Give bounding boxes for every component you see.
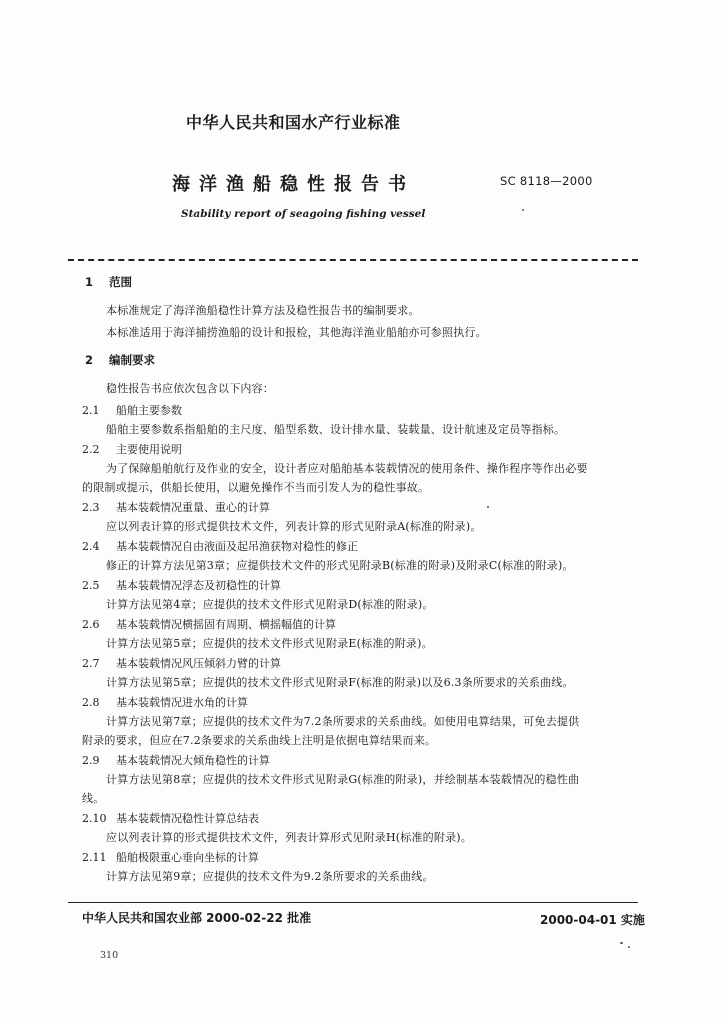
subsection-number: 2.6 — [82, 618, 100, 631]
approval-line: 中华人民共和国农业部 2000-02-22 批准 — [82, 911, 312, 925]
paragraph: 应以列表计算的形式提供技术文件，列表计算形式见附录H(标准的附录)。 — [106, 831, 472, 844]
document-title-chinese: 海洋渔船稳性报告书 — [172, 174, 415, 195]
subsection-heading — [82, 655, 281, 671]
subsection-heading — [82, 402, 182, 418]
paragraph: 本标准规定了海洋渔船稳性计算方法及稳性报告书的编制要求。 — [106, 304, 420, 317]
subsection-heading — [82, 538, 358, 554]
subsection-title: 船舶主要参数 — [116, 404, 182, 417]
paragraph: 计算方法见第4章；应提供的技术文件形式见附录D(标准的附录)。 — [106, 598, 434, 611]
subsection-title: 基本装载情况浮态及初稳性的计算 — [116, 579, 281, 592]
subsection-number: 2.1 — [82, 404, 100, 417]
subsection-title: 基本装载情况风压倾斜力臂的计算 — [116, 657, 281, 670]
paragraph: 计算方法见第9章；应提供的技术文件为9.2条所要求的关系曲线。 — [106, 870, 434, 883]
standard-code: SC 8118—2000 — [500, 174, 593, 188]
paragraph: 的限制或提示，供船长使用，以避免操作不当而引发人为的稳性事故。 — [82, 481, 430, 494]
subsection-number: 2.9 — [82, 754, 100, 767]
paragraph: 计算方法见第7章；应提供的技术文件为7.2条所要求的关系曲线。如使用电算结果，可免去提供 — [106, 715, 580, 728]
subsection-heading — [82, 810, 259, 826]
footer-divider — [68, 902, 638, 903]
paragraph: 本标准适用于海洋捕捞渔船的设计和报检，其他海洋渔业船舶亦可参照执行。 — [106, 326, 487, 339]
subsection-heading — [82, 616, 336, 632]
section-1-heading — [85, 274, 132, 290]
paragraph: 为了保障船舶航行及作业的安全，设计者应对船舶基本装载情况的使用条件、操作程序等作出必要 — [106, 462, 588, 475]
subsection-heading — [82, 849, 259, 865]
paragraph: 应以列表计算的形式提供技术文件，列表计算的形式见附录A(标准的附录)。 — [106, 520, 482, 533]
paragraph: 附录的要求，但应在7.2条要求的关系曲线上注明是依据电算结果而来。 — [82, 734, 437, 747]
issuing-organization: 中华人民共和国水产行业标准 — [186, 113, 401, 132]
paragraph: 计算方法见第8章；应提供的技术文件形式见附录G(标准的附录)，并绘制基本装载情况的稳性曲 — [106, 773, 580, 786]
subsection-title: 基本装载情况稳性计算总结表 — [116, 812, 259, 825]
subsection-title: 主要使用说明 — [116, 443, 182, 456]
section-2-heading — [85, 352, 155, 368]
subsection-heading — [82, 499, 270, 515]
subsection-title: 船舶极限重心垂向坐标的计算 — [116, 851, 259, 864]
subsection-number: 2.10 — [82, 812, 107, 825]
section-title: 编制要求 — [109, 353, 155, 367]
subsection-number: 2.8 — [82, 696, 100, 709]
scan-speck — [628, 946, 630, 948]
paragraph: 计算方法见第5章；应提供的技术文件形式见附录F(标准的附录)以及6.3条所要求的关系曲线。 — [106, 676, 574, 689]
subsection-title: 基本装载情况重量、重心的计算 — [116, 501, 270, 514]
scan-speck — [487, 506, 489, 508]
scan-speck — [522, 209, 524, 211]
paragraph: 线。 — [82, 792, 105, 805]
subsection-title: 基本装载情况大倾角稳性的计算 — [116, 754, 270, 767]
subsection-number: 2.4 — [82, 540, 100, 553]
implementation-date: 2000-04-01 实施 — [540, 913, 645, 927]
subsection-number: 2.11 — [82, 851, 107, 864]
subsection-heading — [82, 577, 281, 593]
section-number: 2 — [85, 353, 94, 367]
section-title: 范围 — [109, 275, 132, 289]
subsection-number: 2.5 — [82, 579, 100, 592]
paragraph: 计算方法见第5章；应提供的技术文件形式见附录E(标准的附录)。 — [106, 637, 433, 650]
document-title-english: Stability report of seagoing fishing vessel — [181, 208, 426, 220]
subsection-title: 基本装载情况横摇固有周期、横摇幅值的计算 — [116, 618, 336, 631]
page-number: 310 — [100, 950, 119, 961]
section-number: 1 — [85, 275, 94, 289]
subsection-number: 2.2 — [82, 443, 100, 456]
subsection-heading — [82, 694, 248, 710]
paragraph: 船舶主要参数系指船舶的主尺度、船型系数、设计排水量、装载量、设计航速及定员等指标。 — [106, 423, 566, 436]
scan-speck — [620, 942, 623, 944]
subsection-number: 2.7 — [82, 657, 100, 670]
subsection-heading — [82, 441, 182, 457]
subsection-title: 基本装载情况进水角的计算 — [116, 696, 248, 709]
subsection-heading — [82, 752, 270, 768]
subsection-title: 基本装载情况自由液面及起吊渔获物对稳性的修正 — [116, 540, 358, 553]
header-divider — [68, 259, 638, 261]
subsection-number: 2.3 — [82, 501, 100, 514]
paragraph: 修正的计算方法见第3章；应提供技术文件的形式见附录B(标准的附录)及附录C(标准的附录)。 — [106, 559, 574, 572]
paragraph: 稳性报告书应依次包含以下内容： — [106, 382, 274, 395]
